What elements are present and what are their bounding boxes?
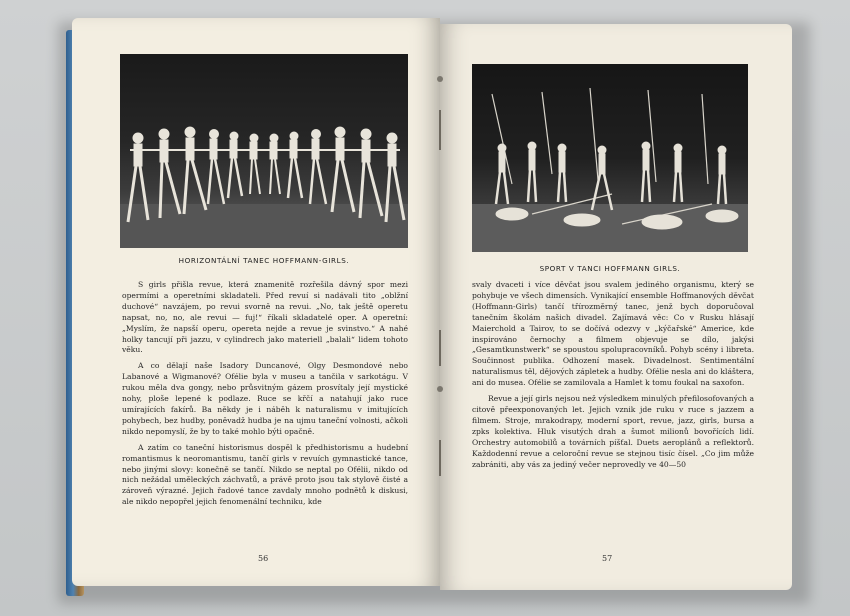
- binding-stitch: [439, 440, 441, 476]
- body-text: [122, 280, 408, 508]
- body-text: [472, 280, 754, 470]
- dancers-line-illustration: [120, 54, 408, 248]
- fencing-dancers-illustration: [472, 64, 748, 252]
- page-number: 57: [602, 554, 613, 563]
- photo-horizontal-dance: [120, 54, 408, 248]
- photo-caption: SPORT V TANCI HOFFMANN GIRLS.: [539, 264, 681, 273]
- photo-caption: HORIZONTÁLNÍ TANEC HOFFMANN-GIRLS.: [178, 256, 350, 265]
- paragraph: A zatím co taneční historismus dospěl k předhistorismu a hudební romantismus k neoromantismu, tančí girls v revuích gymnastické tance, nebo jinými slovy: konečně se tančí. Nikdo se neptal po Ofélii, nikdo od nich nežádal uměleckých záchvatů, a právě proto jsou tak stylově čisté a zároveň výrazné. Jejich řadové tance zavdaly mnoho podnětů k diskusi, ale nikdo nepopřel jejich fenomenální techniku, kde: [122, 442, 408, 507]
- paragraph: svaly dvaceti i více děvčat jsou svalem jediného organismu, který se pohybuje ve všech dimensích. Vynikající ensemble Hoffmanových děvčat (Hoffmann-Girls) tančí třírozměrný tanec, jenž bych doporučoval tanečním školám našich divadel. Zajímavá věc: Co v Rusku hlásají Maierchold a Tairov, to se dočívá odezvy v „kýčařské“ Americe, kde inspirováno černochy a filmem objevuje se dílo, jakýsi „Gesamtkunstwerk“ se spoustou spolupracovníků. Pohyb scény i libreta. Součinnost publika. Odhození masek. Divadelnost. Sentimentální naturalismus těl, dějových zápletek a hudby. Ofélie nesla ani do kláštera, ani do musea. Ofélie se zamilovala a Hamlet k tomu foukal na saxofon.: [472, 280, 754, 388]
- binding-stitch: [439, 330, 441, 366]
- paragraph: Revue a její girls nejsou než výsledkem minulých přefilosofovaných a citově přeexponovaných let. Jejich vznik jde ruku v ruce s jazzem a filmem. Stroje, mrakodrapy, moderní sport, revue, jazz, girls, bursa a zpks kolektiva. Hluk visutých drah a šumot milionů bovořících lidí. Orchestry automobilů a továrních píšťal. Duets aeroplánů a reflektorů. Každodenní revue a celoroční revue se stejnou tisíc čísel. „Co jim může zabrániti, aby vás za jediný večer neprovedly ve 40—50: [472, 394, 754, 469]
- paragraph: A co dělají naše Isadory Duncanové, Olgy Desmondové nebo Labanové a Wigmanové? Ofélie byla v museu a tančila v sarkotágu. V rukou měla dva gongy, nebo průsvitným gázem prosvítaly její mystické nohy, ploše lepené k podlaze. Ruce se křčí a natahují jako ruce umírajících fakírů. Ba někdy je i náběh k naturalismu v imitujících pohybech, bez hudby, poněvadž hudba je na ujmu taneční volnosti, ačkoli nikdo nepomyslí, že by to také mohlo býti opačně.: [122, 361, 408, 436]
- left-page: [72, 18, 440, 586]
- binding-stitch: [439, 110, 441, 150]
- binding-hole: [437, 386, 443, 392]
- page-number: 56: [258, 554, 269, 563]
- paragraph: S girls přišla revue, která znamenitě rozřešila dávný spor mezi opermími a operetními skladateli. Před revuí si nadávali tito „oblžní duchové“ navzájem, po revui svorně na revui. „No, tak ještě operetu napsat, no, no, ale revui — fuj!“ říkali skladatelé oper. A operetní: „Myslím, že napsší operu, opereta nejde a revue je svinstvo.“ A nahé holky tancují při jazzu, v cylindrech jako materiell „balali“ lidem tohoto věku.: [122, 280, 408, 355]
- photo-sport-dance: [472, 64, 748, 252]
- right-page: [440, 24, 792, 590]
- binding-hole: [437, 76, 443, 82]
